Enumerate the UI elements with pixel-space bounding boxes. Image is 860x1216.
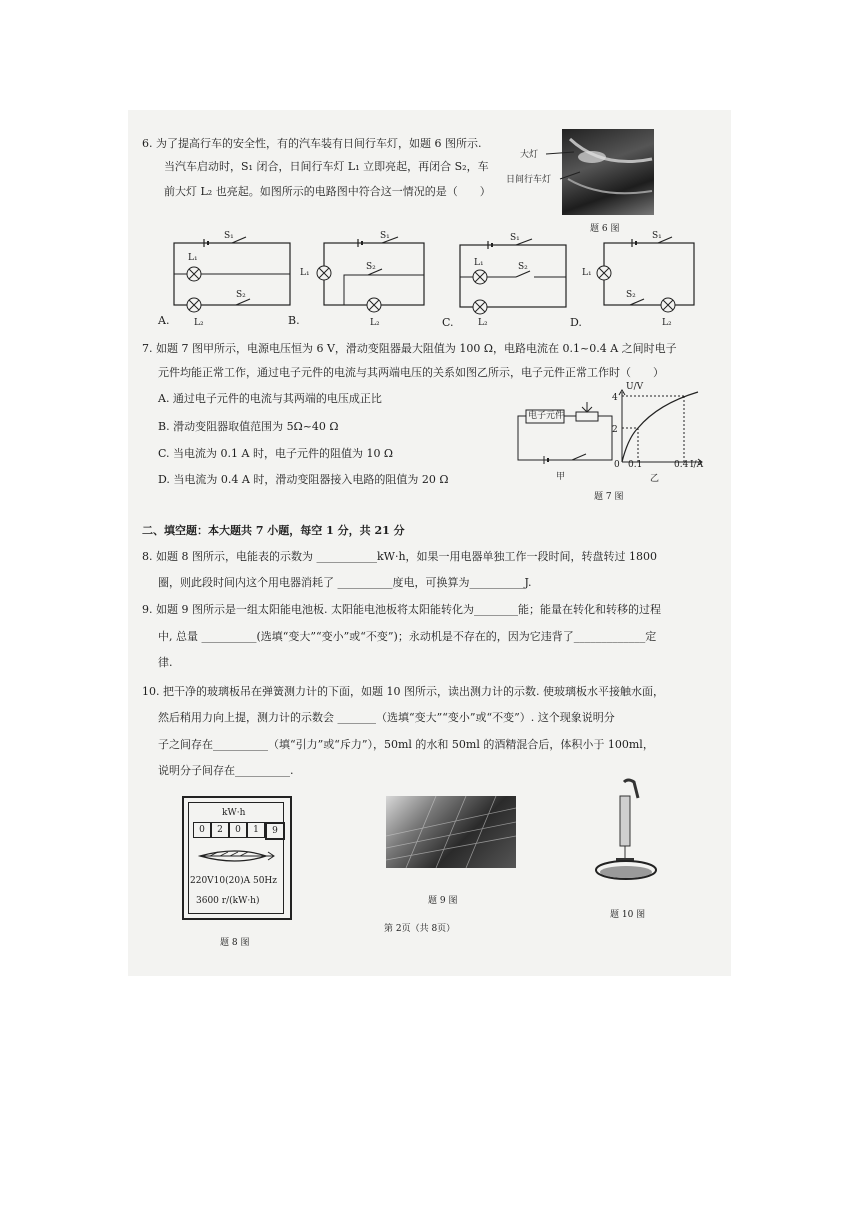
a-s2-label: S₂ xyxy=(236,290,246,300)
q6-line2: 当汽车启动时，S₁ 闭合，日间行车灯 L₁ 立即亮起，再闭合 S₂，车 xyxy=(164,160,489,173)
q10-line1: 10. 把干净的玻璃板吊在弹簧测力计的下面，如题 10 图所示，读出测力计的示数. 使玻璃板水平接触水面， xyxy=(142,685,664,698)
q9-line1: 9. 如题 9 图所示是一组太阳能电池板. 太阳能电池板将太阳能转化为________能；能量在转化和转移的过程 xyxy=(142,603,661,616)
section2-title: 二、填空题：本大题共 7 小题，每空 1 分，共 21 分 xyxy=(142,524,405,537)
meter-digit: 0 xyxy=(229,822,247,838)
q6-line1: 6. 为了提高行车的安全性，有的汽车装有日间行车灯，如题 6 图所示. xyxy=(142,137,482,150)
label-headlight: 大灯 xyxy=(520,150,539,160)
a-s1-label: S₁ xyxy=(224,231,234,241)
option-c-letter: C. xyxy=(442,316,454,329)
c-s2-label: S₂ xyxy=(518,262,528,272)
meter-digit: 1 xyxy=(247,822,265,838)
fig7-caption: 题 7 图 xyxy=(594,492,624,502)
meter-digit: 2 xyxy=(211,822,229,838)
circuit-option-b xyxy=(314,235,426,317)
a-l2-label: L₂ xyxy=(194,318,204,328)
fig6-caption: 题 6 图 xyxy=(590,224,620,234)
d-s1-label: S₁ xyxy=(652,231,662,241)
scanned-exam-page xyxy=(128,110,731,976)
q10-line3: 子之间存在__________（填“引力”或“斥力”），50ml 的水和 50ml 的酒精混合后，体积小于 100ml， xyxy=(158,738,654,751)
axis-u: U/V xyxy=(626,382,644,392)
option-b-letter: B. xyxy=(288,314,300,327)
tick-0: 0 xyxy=(614,460,620,470)
fig10-caption: 题 10 图 xyxy=(610,910,646,920)
q7-choice-c: C. 当电流为 0.1 A 时，电子元件的阻值为 10 Ω xyxy=(158,447,394,460)
b-l1-label: L₁ xyxy=(300,268,310,278)
solar-panels-photo xyxy=(386,796,516,868)
meter-digit: 0 xyxy=(193,822,211,838)
tick-4: 4 xyxy=(612,393,618,403)
d-l2-label: L₂ xyxy=(662,318,672,328)
q7-choice-b: B. 滑动变阻器取值范围为 5Ω~40 Ω xyxy=(158,420,339,433)
glass-plate-water-figure xyxy=(594,782,664,902)
option-a-letter: A. xyxy=(158,314,170,327)
d-l1-label: L₁ xyxy=(582,268,592,278)
fig8-caption: 题 8 图 xyxy=(220,938,250,948)
circuit-option-a xyxy=(172,235,292,317)
meter-digits xyxy=(193,822,285,840)
q7-choice-d: D. 当电流为 0.4 A 时，滑动变阻器接入电路的阻值为 20 Ω xyxy=(158,473,449,486)
option-d-letter: D. xyxy=(570,316,582,329)
c-l2-label: L₂ xyxy=(478,318,488,328)
tick-0.1: 0.1 xyxy=(628,460,643,470)
circuit-option-d xyxy=(594,235,698,317)
q8-line1: 8. 如题 8 图所示，电能表的示数为 ___________kW·h，如果一用电器单独工作一段时间，转盘转过 1800 xyxy=(142,550,658,563)
q9-line2: 中, 总量 __________(选填“变大”“变小”或“不变”)；永动机是不存在的，因为它违背了_____________定 xyxy=(158,630,657,643)
label-jia: 甲 xyxy=(556,472,566,482)
tick-0.4: 0.4 xyxy=(674,460,689,470)
c-l1-label: L₁ xyxy=(474,258,484,268)
photo-pointer-lines xyxy=(538,150,598,190)
d-s2-label: S₂ xyxy=(626,290,636,300)
q10-line4: 说明分子间存在__________. xyxy=(158,764,294,777)
q9-line3: 律. xyxy=(158,656,173,669)
label-daylight: 日间行车灯 xyxy=(506,175,552,185)
meter-constant: 3600 r/(kW·h) xyxy=(196,896,260,906)
c-s1-label: S₁ xyxy=(510,233,520,243)
a-l1-label: L₁ xyxy=(188,253,198,263)
fig9-caption: 题 9 图 xyxy=(428,896,458,906)
q7-line2: 元件均能正常工作，通过电子元件的电流与其两端电压的关系如图乙所示，电子元件正常工作时（ ） xyxy=(158,366,664,379)
b-l2-label: L₂ xyxy=(370,318,380,328)
axis-i: I/A xyxy=(690,460,704,470)
electricity-meter xyxy=(182,796,292,920)
tick-2: 2 xyxy=(612,425,618,435)
label-yi: 乙 xyxy=(650,474,660,484)
q7-choice-a: A. 通过电子元件的电流与其两端的电压成正比 xyxy=(158,392,382,405)
q7-line1: 7. 如题 7 图甲所示，电源电压恒为 6 V，滑动变阻器最大阻值为 100 Ω，电路电流在 0.1~0.4 A 之间时电子 xyxy=(142,342,677,355)
meter-digit: 9 xyxy=(265,822,285,840)
component-label: 电子元件 xyxy=(528,411,565,421)
circuit-option-c xyxy=(458,235,570,317)
page-number: 第 2页（共 8页） xyxy=(384,924,456,934)
q6-line3: 前大灯 L₂ 也亮起。如图所示的电路图中符合这一情况的是（ ） xyxy=(164,185,491,198)
meter-rating: 220V10(20)A 50Hz xyxy=(190,876,278,886)
b-s2-label: S₂ xyxy=(366,262,376,272)
q10-line2: 然后稍用力向上提，测力计的示数会 _______（选填“变大”“变小”或“不变”）. 这个现象说明分 xyxy=(158,711,615,724)
meter-unit: kW·h xyxy=(222,808,246,818)
b-s1-label: S₁ xyxy=(380,231,390,241)
q8-line2: 圈，则此段时间内这个用电器消耗了 __________度电，可换算为__________J. xyxy=(158,576,532,589)
meter-disc-icon xyxy=(196,848,276,864)
